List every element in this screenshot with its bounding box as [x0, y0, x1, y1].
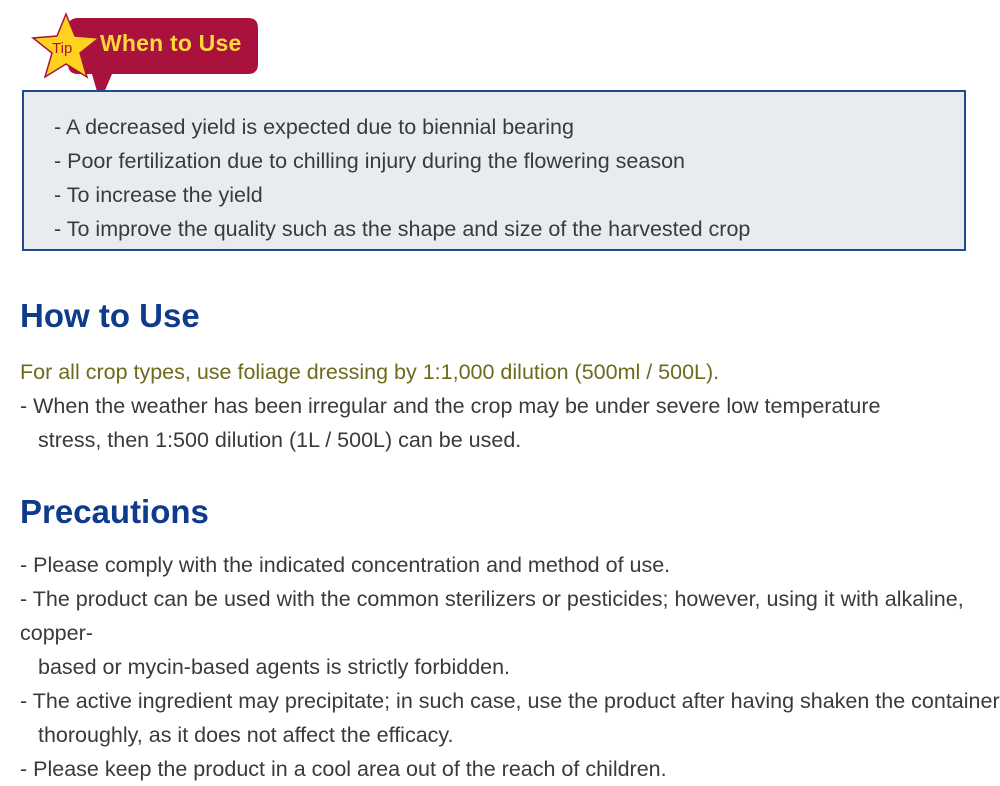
precaution-line: - The active ingredient may precipitate; in such case, use the product after having shaken the container — [20, 689, 1000, 713]
how-to-use-line: stress, then 1:500 dilution (1L / 500L) can be used. — [38, 428, 522, 452]
how-to-use-body — [20, 355, 880, 457]
when-to-use-list — [24, 92, 964, 246]
precaution-line: thoroughly, as it does not affect the efficacy. — [38, 723, 454, 747]
precaution-line: - Please keep the product in a cool area out of the reach of children. — [20, 757, 667, 781]
precautions-body — [20, 548, 1000, 786]
precaution-line: based or mycin-based agents is strictly forbidden. — [38, 655, 511, 679]
when-to-use-box — [22, 90, 966, 251]
precautions-heading: Precautions — [20, 493, 209, 530]
how-to-use-intro: For all crop types, use foliage dressing by 1:1,000 dilution (500ml / 500L). — [20, 360, 720, 384]
list-item: - To improve the quality such as the shape and size of the harvested crop — [54, 217, 751, 241]
how-to-use-line: - When the weather has been irregular and the crop may be under severe low temperature — [20, 394, 881, 418]
tip-badge-label: Tip — [52, 40, 73, 57]
list-item: - A decreased yield is expected due to biennial bearing — [54, 115, 574, 139]
precaution-line: - Please comply with the indicated concentration and method of use. — [20, 553, 671, 577]
how-to-use-heading: How to Use — [20, 297, 200, 334]
list-item: - Poor fertilization due to chilling injury during the flowering season — [54, 149, 686, 173]
tip-title: When to Use — [100, 30, 242, 56]
list-item: - To increase the yield — [54, 183, 263, 207]
precaution-line: - The product can be used with the common sterilizers or pesticides; however, using it with alkaline, copper- — [20, 587, 964, 645]
